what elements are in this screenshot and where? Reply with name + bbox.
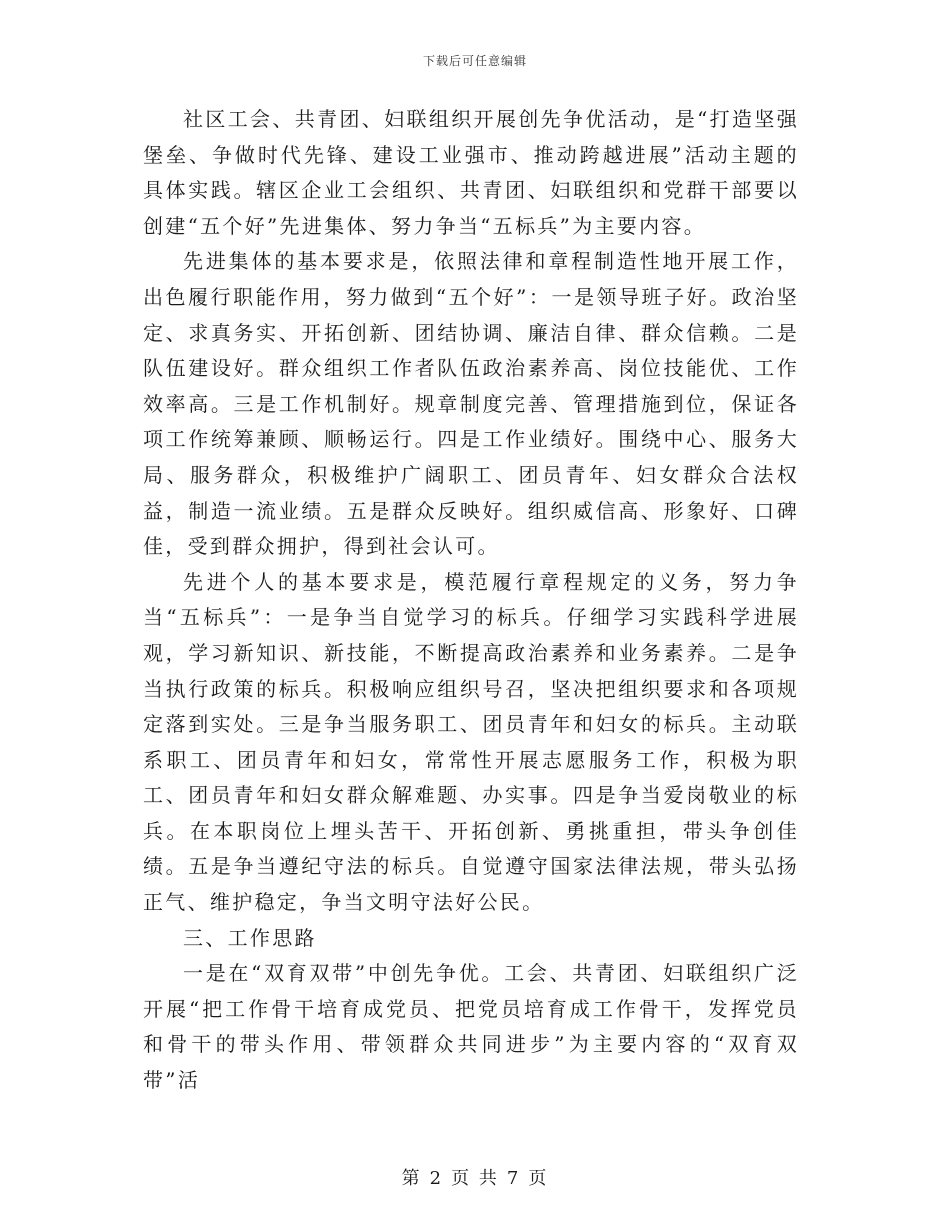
page-label-suffix: 页 (528, 1168, 549, 1189)
paragraph-4: 一是在“双育双带”中创先争优。工会、共青团、妇联组织广泛开展“把工作骨干培育成党员、把党员培育成工作骨干，发挥党员和骨干的带头作用、带领群众共同进步”为主要内容的“双育双带”活 (143, 961, 799, 1093)
page-footer (0, 1164, 950, 1190)
page-label-mid: 页 共 (451, 1168, 499, 1189)
page-label-prefix: 第 (401, 1168, 422, 1189)
current-page-number: 2 (429, 1168, 444, 1189)
paragraph-1: 社区工会、共青团、妇联组织开展创先争优活动，是“打造坚强堡垒、争做时代先锋、建设工业强市、推动跨越进展”活动主题的具体实践。辖区企业工会组织、共青团、妇联组织和党群干部要以创建“五个好”先进集体、努力争当“五标兵”为主要内容。 (143, 107, 799, 238)
paragraph-3: 先进个人的基本要求是，模范履行章程规定的义务，努力争当“五标兵”：一是争当自觉学习的标兵。仔细学习实践科学进展观，学习新知识、新技能，不断提高政治素养和业务素养。二是争当执行政策的标兵。积极响应组织号召，坚决把组织要求和各项规定落到实处。三是争当服务职工、团员青年和妇女的标兵。主动联系职工、团员青年和妇女，常常性开展志愿服务工作，积极为职工、团员青年和妇女群众解难题、办实事。四是争当爱岗敬业的标兵。在本职岗位上埋头苦干、开拓创新、勇挑重担，带头争创佳绩。五是争当遵纪守法的标兵。自觉遵守国家法律法规，带头弘扬正气、维护稳定，争当文明守法好公民。 (143, 569, 799, 915)
section-heading: 三、工作思路 (183, 925, 317, 950)
paragraph-2: 先进集体的基本要求是，依照法律和章程制造性地开展工作，出色履行职能作用，努力做到“五个好”：一是领导班子好。政治坚定、求真务实、开拓创新、团结协调、廉洁自律、群众信赖。二是队伍建设好。群众组织工作者队伍政治素养高、岗位技能优、工作效率高。三是工作机制好。规章制度完善、管理措施到位，保证各项工作统筹兼顾、顺畅运行。四是工作业绩好。围绕中心、服务大局、服务群众，积极维护广阔职工、团员青年、妇女群众合法权益，制造一流业绩。五是群众反映好。组织威信高、形象好、口碑佳，受到群众拥护，得到社会认可。 (143, 249, 799, 559)
document-body (143, 102, 799, 1099)
page-header: 下载后可任意编辑 (422, 54, 527, 68)
total-pages-number: 7 (506, 1168, 521, 1189)
